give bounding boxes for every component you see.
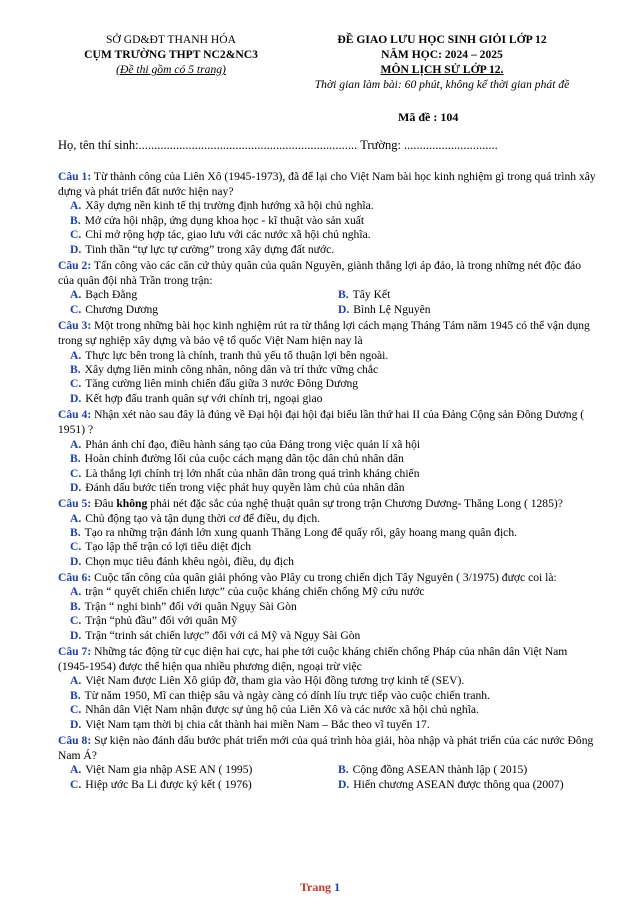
question-number: Câu 6: xyxy=(58,571,92,585)
option-key: C. xyxy=(70,703,82,717)
option-text: Việt Nam gia nhập ASE AN ( 1995) xyxy=(85,763,253,777)
question-stem xyxy=(58,644,598,674)
option-c xyxy=(58,703,598,717)
option-key: D. xyxy=(70,242,82,256)
option-b xyxy=(58,214,598,228)
option-d xyxy=(58,555,598,569)
option-key: B. xyxy=(70,599,81,613)
question-3 xyxy=(58,318,598,406)
question-text-prefix: Đâu xyxy=(91,497,117,511)
option-c xyxy=(58,540,598,554)
page-footer xyxy=(0,880,640,895)
option-b xyxy=(58,363,598,377)
option-key: D. xyxy=(70,391,82,405)
option-a xyxy=(58,349,598,363)
question-text: Sự kiện nào đánh dấu bước phát triển mới của quá trình hòa giải, hòa nhập và phát triển của các nước Đông Nam Á? xyxy=(58,734,594,763)
option-d xyxy=(58,718,598,732)
question-number: Câu 7: xyxy=(58,644,92,658)
exam-code: Mã đề : 104 xyxy=(398,110,459,124)
question-stem xyxy=(58,169,598,199)
options xyxy=(58,585,598,643)
question-number: Câu 4: xyxy=(58,408,92,422)
question-stem xyxy=(58,496,598,511)
option-key: D. xyxy=(70,717,82,731)
option-key: D. xyxy=(338,777,350,791)
option-text: Hoàn chỉnh đường lối của cuộc cách mạng dân tộc dân chủ nhân dân xyxy=(84,452,404,466)
question-number: Câu 5: xyxy=(58,497,92,511)
option-key: A. xyxy=(70,288,82,302)
option-a xyxy=(58,674,598,688)
option-text: Xây dựng nền kinh tế thị trường định hướng xã hội chủ nghĩa. xyxy=(85,199,374,213)
option-key: A. xyxy=(70,199,82,213)
question-list xyxy=(58,169,598,793)
option-text: Hiệp ước Ba Li được ký kết ( 1976) xyxy=(85,777,252,791)
option-text: Trận “ nghi binh” đối với quân Ngụy Sài Gòn xyxy=(84,599,297,613)
option-text: Tây Kết xyxy=(352,288,391,302)
option-text: Bạch Đằng xyxy=(85,288,138,302)
option-c xyxy=(58,778,326,792)
question-text: Những tác động từ cục diện hai cực, hai phe tới cuộc kháng chiến chống Pháp của nhân dân Việt Nam (1945-1954) được thể hiện qua nhiều phương diện, ngoại trừ việc xyxy=(58,644,568,674)
option-key: D. xyxy=(70,628,82,642)
question-text: Từ thành công của Liên Xô (1945-1973), đã để lại cho Việt Nam bài học kinh nghiệm gì trong quá trình xây dựng và phát triển đất nước hiện nay? xyxy=(58,170,596,199)
student-info-line: Họ, tên thí sinh:...................................................................... Trường: .............................. xyxy=(58,138,498,152)
option-d xyxy=(58,481,598,495)
question-4 xyxy=(58,407,598,495)
option-key: B. xyxy=(70,213,81,227)
question-number: Câu 8: xyxy=(58,734,92,747)
options xyxy=(58,288,598,317)
option-text: Tạo ra những trận đánh lớn xung quanh Thăng Long để quấy rối, gây hoang mang quân địch. xyxy=(84,525,518,539)
option-b xyxy=(326,763,596,777)
option-a xyxy=(58,288,326,302)
option-text: Nhân dân Việt Nam nhận được sự ủng hộ của Liên Xô và các nước xã hội chủ nghĩa. xyxy=(85,703,479,717)
option-text: trận “ quyết chiến chiến lược” của cuộc kháng chiến chống Mỹ cứu nước xyxy=(85,585,425,599)
question-6 xyxy=(58,570,598,643)
option-key: C. xyxy=(70,228,82,242)
option-text: Trận “trinh sát chiến lược” đối với cả Mỹ và Ngụy Sài Gòn xyxy=(85,628,361,642)
question-1 xyxy=(58,169,598,257)
option-key: B. xyxy=(70,525,81,539)
option-d xyxy=(58,629,598,643)
question-number: Câu 3: xyxy=(58,319,92,333)
option-text: Tăng cường liên minh chiến đấu giữa 3 nước Đông Dương xyxy=(85,377,359,391)
option-key: C. xyxy=(70,614,82,628)
question-text: Một trong những bài học kinh nghiệm rút ra từ thắng lợi cách mạng Tháng Tám năm 1945 có thể vận dụng trong sự nghiệp xây dựng và bảo vệ tổ quốc Việt Nam hiện nay là xyxy=(58,319,590,348)
option-key: B. xyxy=(338,763,349,777)
exam-title: ĐỀ GIAO LƯU HỌC SINH GIỎI LỚP 12 xyxy=(337,33,547,46)
option-a xyxy=(58,438,598,452)
option-key: B. xyxy=(338,288,349,302)
question-7 xyxy=(58,644,598,732)
question-stem xyxy=(58,570,598,585)
option-a xyxy=(58,763,326,777)
question-number: Câu 1: xyxy=(58,170,92,183)
department-name: SỞ GD&ĐT THANH HÓA xyxy=(105,33,236,46)
option-key: C. xyxy=(70,540,82,554)
option-a xyxy=(58,585,598,599)
question-8 xyxy=(58,733,598,792)
option-b xyxy=(58,600,598,614)
question-stem xyxy=(58,733,598,763)
subject-name: MÔN LỊCH SỬ LỚP 12. xyxy=(380,63,504,76)
option-text: Kết hợp đấu tranh quân sự với chính trị, ngoại giao xyxy=(85,391,323,405)
question-stem xyxy=(58,318,598,348)
page-number: 1 xyxy=(334,880,341,894)
option-text: Việt Nam tạm thời bị chia cắt thành hai miền Nam – Bắc theo vĩ tuyến 17. xyxy=(85,717,430,731)
option-c xyxy=(58,467,598,481)
option-c xyxy=(58,614,598,628)
question-stem xyxy=(58,258,598,288)
option-key: A. xyxy=(70,348,82,362)
question-text: Nhận xét nào sau đây là đúng về Đại hội đại hội đại biểu lần thứ hai II của Đảng Cộng sản Đông Dương ( 1951) ? xyxy=(58,408,585,437)
option-key: D. xyxy=(70,480,82,494)
options xyxy=(58,763,598,792)
option-d xyxy=(58,243,598,257)
option-text: Xây dựng liên minh công nhân, nông dân và trí thức vững chắc xyxy=(84,363,379,377)
option-text: Trận “phủ đầu” đối với quân Mỹ xyxy=(85,614,238,628)
option-key: B. xyxy=(70,688,81,702)
question-text-emphasis: không xyxy=(116,497,148,511)
school-year: NĂM HỌC: 2024 – 2025 xyxy=(381,48,503,61)
option-key: D. xyxy=(70,554,82,568)
question-number: Câu 2: xyxy=(58,259,92,273)
options xyxy=(58,199,598,257)
header-right xyxy=(292,32,592,92)
option-text: Chỉ mở rộng hợp tác, giao lưu với các nước xã hội chủ nghĩa. xyxy=(85,228,371,242)
school-cluster-name: CỤM TRƯỜNG THPT NC2&NC3 xyxy=(84,48,258,61)
option-key: A. xyxy=(70,763,82,777)
option-text: Là thắng lợi chính trị lớn nhất của nhân dân trong quá trình kháng chiến xyxy=(85,466,420,480)
option-text: Thực lực bên trong là chính, tranh thủ yếu tố thuận lợi bên ngoài. xyxy=(85,348,389,362)
question-2 xyxy=(58,258,598,317)
option-a xyxy=(58,512,598,526)
option-text: Hiến chương ASEAN được thông qua (2007) xyxy=(353,777,564,791)
option-key: C. xyxy=(70,777,82,791)
option-text: Bình Lệ Nguyên xyxy=(353,302,431,316)
option-text: Việt Nam được Liên Xô giúp đỡ, tham gia vào Hội đồng tương trợ kinh tế (SEV). xyxy=(85,674,465,688)
option-text: Phản ánh chỉ đạo, điều hành sáng tạo của Đảng trong việc quản lí xã hội xyxy=(85,437,421,451)
option-key: B. xyxy=(70,363,81,377)
option-c xyxy=(58,228,598,242)
option-text: Chọn mục tiêu đánh khêu ngòi, điều, dụ địch xyxy=(85,554,294,568)
option-text: Đánh dấu bước tiến trong việc phát huy quyền làm chủ của nhân dân xyxy=(85,480,405,494)
option-key: A. xyxy=(70,585,82,599)
option-key: A. xyxy=(70,437,82,451)
question-text: phải nét đặc sắc của nghệ thuật quân sự trong trận Chương Dương- Thăng Long ( 1285)? xyxy=(147,497,563,511)
option-text: Cộng đồng ASEAN thành lập ( 2015) xyxy=(352,763,528,777)
option-c xyxy=(58,303,326,317)
option-text: Từ năm 1950, Mĩ can thiệp sâu và ngày càng có dính líu trực tiếp vào cuộc chiến tranh. xyxy=(84,688,490,702)
option-d xyxy=(326,303,596,317)
options xyxy=(58,349,598,407)
page-count-note: (Đề thi gồm có 5 trang) xyxy=(116,63,226,76)
option-key: B. xyxy=(70,452,81,466)
page-label: Trang xyxy=(299,880,332,894)
option-text: Chủ động tạo và tận dụng thời cơ để điều, dụ địch. xyxy=(85,511,321,525)
question-text: Tấn công vào các căn cứ thủy quân của quân Nguyên, giành thắng lợi áp đảo, là trong những nét độc đáo của quân đội nhà Trần trong trận: xyxy=(58,259,582,288)
option-text: Chương Dương xyxy=(85,302,159,316)
option-a xyxy=(58,199,598,213)
option-key: D. xyxy=(338,302,350,316)
time-limit-note: Thời gian làm bài: 60 phút, không kể thời gian phát đề xyxy=(314,78,570,91)
options xyxy=(58,438,598,496)
question-5 xyxy=(58,496,598,569)
option-key: A. xyxy=(70,511,82,525)
option-b xyxy=(58,689,598,703)
option-key: C. xyxy=(70,466,82,480)
option-d xyxy=(58,392,598,406)
question-text: Cuộc tấn công của quân giải phóng vào Plây cu trong chiến dịch Tây Nguyên ( 3/1975) được coi là: xyxy=(91,571,557,585)
option-d xyxy=(326,778,596,792)
option-c xyxy=(58,377,598,391)
option-b xyxy=(326,288,596,302)
option-key: C. xyxy=(70,302,82,316)
option-text: Mở cửa hội nhập, ứng dụng khoa học - kĩ thuật vào sản xuất xyxy=(84,213,365,227)
option-b xyxy=(58,526,598,540)
header-left xyxy=(56,32,286,77)
option-key: A. xyxy=(70,674,82,688)
options xyxy=(58,512,598,570)
question-stem xyxy=(58,407,598,437)
option-key: C. xyxy=(70,377,82,391)
option-text: Tinh thần “tự lực tự cường” trong xây dựng đất nước. xyxy=(85,242,335,256)
option-b xyxy=(58,452,598,466)
option-text: Tạo lập thế trận có lợi tiêu diệt địch xyxy=(85,540,252,554)
options xyxy=(58,674,598,732)
